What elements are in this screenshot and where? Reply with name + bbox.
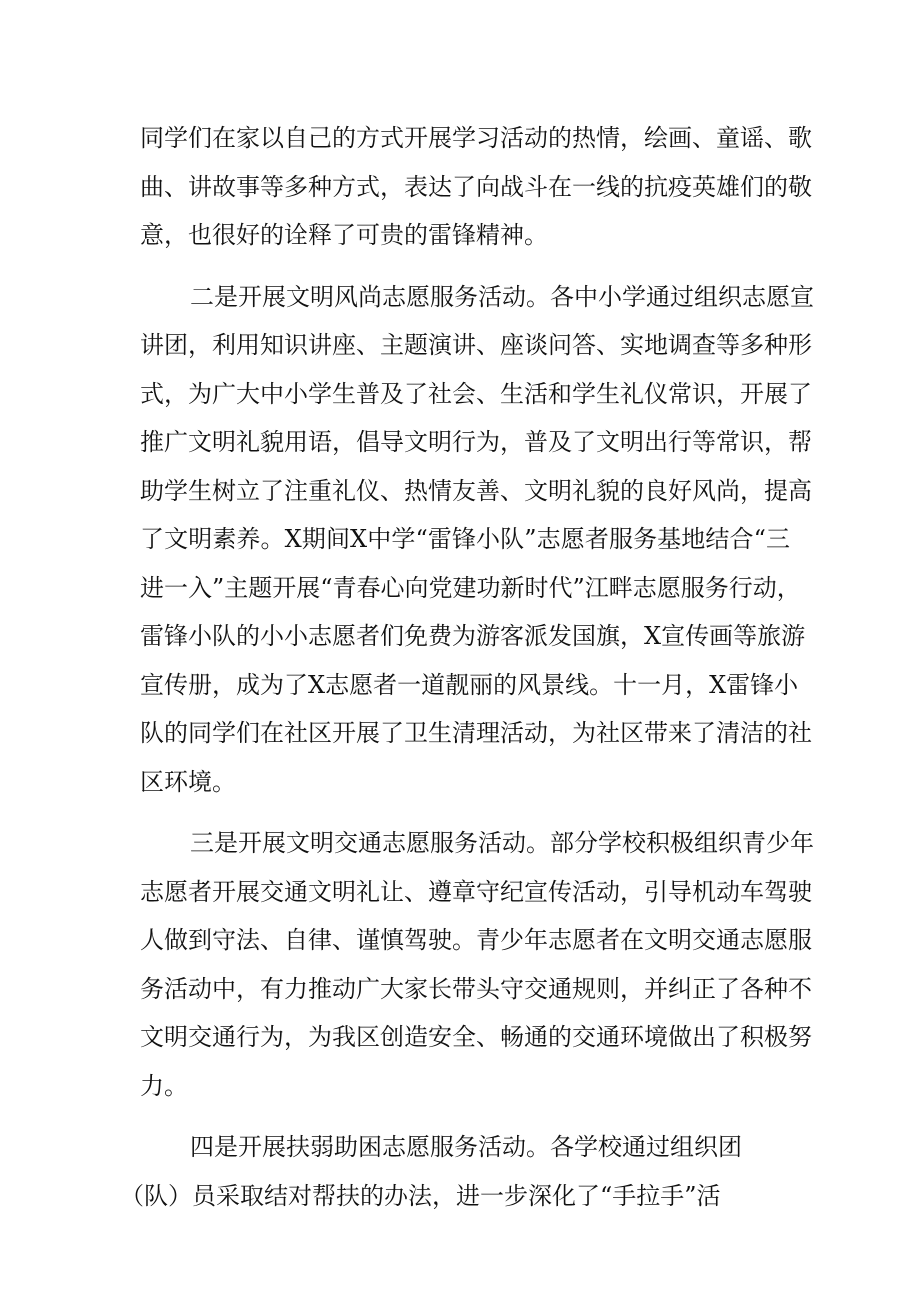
text-line: 力。 <box>140 1071 188 1100</box>
text-line: 了文明素养。X期间X中学“雷锋小队”志愿者服务基地结合“三 <box>140 525 790 553</box>
text-line: 文明交通行为，为我区创造安全、畅通的交通环境做出了积极努 <box>140 1023 812 1051</box>
document-body <box>120 114 814 1220</box>
text-line: 宣传册，成为了X志愿者一道靓丽的风景线。十一月，X雷锋小 <box>140 670 799 699</box>
text-line: 二是开展文明风尚志愿服务活动。各中小学通过组织志愿宣 <box>190 282 814 311</box>
text-line: 务活动中，有力推动广大家长带头守交通规则，并纠正了各种不 <box>140 974 812 1003</box>
text-line: 曲、讲故事等多种方式，表达了向战斗在一线的抗疫英雄们的敬 <box>140 172 812 201</box>
text-line: （队）员采取结对帮扶的办法，进一步深化了“手拉手”活 <box>120 1181 721 1210</box>
paragraph-4 <box>120 1123 790 1220</box>
text-line: 意，也很好的诠释了可贵的雷锋精神。 <box>140 221 548 249</box>
text-line: 三是开展文明交通志愿服务活动。部分学校积极组织青少年 <box>190 829 814 857</box>
text-line: 式，为广大中小学生普及了社会、生活和学生礼仪常识，开展了 <box>140 379 812 408</box>
text-line: 人做到守法、自律、谨慎驾驶。青少年志愿者在文明交通志愿服 <box>140 926 812 954</box>
text-line: 雷锋小队的小小志愿者们免费为游客派发国旗，X宣传画等旅游 <box>140 622 806 650</box>
paragraph-1 <box>140 114 812 260</box>
text-line: 区环境。 <box>140 767 236 796</box>
paragraph-2 <box>140 273 814 807</box>
text-line: 讲团，利用知识讲座、主题演讲、座谈问答、实地调查等多种形 <box>140 331 812 359</box>
text-line: 助学生树立了注重礼仪、热情友善、文明礼貌的良好风尚，提高 <box>140 476 812 505</box>
text-line: 四是开展扶弱助困志愿服务活动。各学校通过组织团 <box>190 1133 742 1161</box>
text-line: 志愿者开展交通文明礼让、遵章守纪宣传活动，引导机动车驾驶 <box>140 877 812 906</box>
text-line: 同学们在家以自己的方式开展学习活动的热情，绘画、童谣、歌 <box>140 124 812 152</box>
text-line: 队的同学们在社区开展了卫生清理活动，为社区带来了清洁的社 <box>140 719 812 747</box>
text-line: 进一入”主题开展“青春心向党建功新时代”江畔志愿服务行动， <box>140 573 801 602</box>
paragraph-3 <box>140 819 814 1110</box>
text-line: 推广文明礼貌用语，倡导文明行为，普及了文明出行等常识，帮 <box>140 428 812 456</box>
